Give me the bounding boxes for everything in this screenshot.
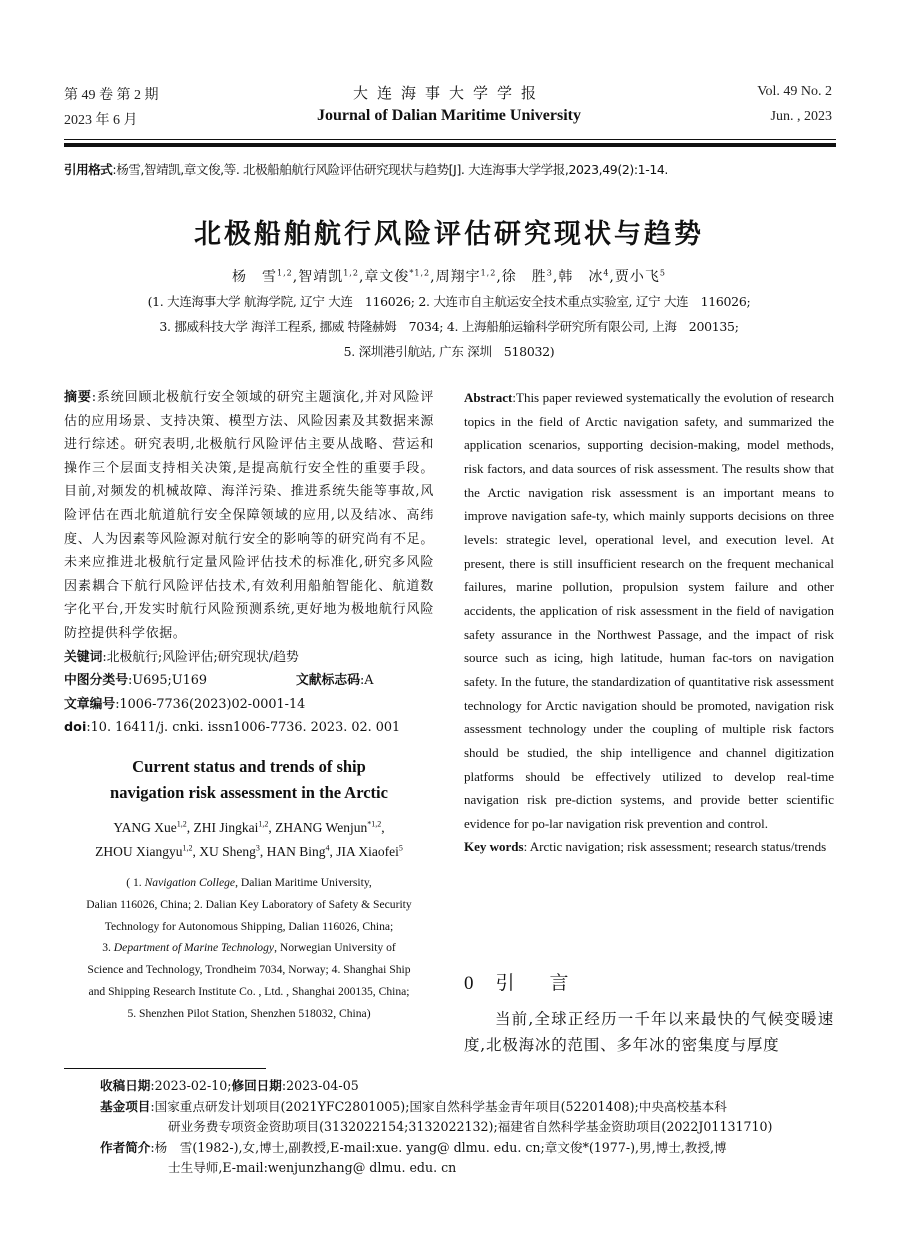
affiliation-en-line-7: 5. Shenzhen Pilot Station, Shenzhen 518032, China): [127, 1006, 371, 1020]
author-affiliation-sup: *1,2: [367, 819, 382, 829]
keywords-en: [464, 835, 834, 859]
section-number: 0: [464, 973, 474, 994]
revised-date: :2023-04-05: [281, 1078, 359, 1093]
paper-title-en: [64, 754, 434, 806]
citation-line: [64, 160, 668, 178]
author-affiliation-sup: 3: [546, 268, 553, 278]
abstract-en: [464, 386, 834, 835]
affiliation-cn-line-3: 5. 深圳港引航站, 广东 深圳 518032): [343, 344, 555, 359]
article-number-value: :1006-7736(2023)02-0001-14: [115, 696, 306, 712]
author-affiliation-sup: *1,2: [409, 268, 431, 278]
keywords-cn: [64, 646, 434, 670]
citation-text: :杨雪,智靖凯,章文俊,等. 北极船舶航行风险评估研究现状与趋势[J]. 大连海事大学学报,2023,49(2):1-14.: [112, 162, 668, 177]
bio-label: 作者简介: [100, 1139, 151, 1155]
author-line-en: ZHOU Xiangyu$^{1,2}$, XU Sheng$^3$, HAN Bing$^4$, JIA Xiaofei$^5$: [95, 843, 403, 859]
author-affiliation-sup: 4: [603, 268, 610, 278]
author-affiliation-sup: 5: [659, 268, 666, 278]
journal-name-cn: 大连海事大学学报: [352, 84, 545, 102]
footnotes: [100, 1076, 838, 1179]
doc-code-value: :A: [359, 673, 374, 689]
footnote-rule: [64, 1068, 266, 1069]
section-heading-intro: [464, 968, 834, 995]
revised-label: 修回日期: [231, 1078, 282, 1093]
author-affiliation-sup: 1,2: [182, 843, 193, 853]
affiliation-cn-line-2: 3. 挪威科技大学 海洋工程系, 挪威 特隆赫姆 7034; 4. 上海船舶运输科学研究所有限公司, 上海 200135;: [159, 319, 739, 334]
doi-label: doi: [64, 720, 87, 736]
abstract-cn-label: 摘要: [64, 390, 92, 405]
author-name: 智靖凯: [298, 269, 344, 285]
abstract-en-label: Abstract: [464, 390, 513, 405]
keywords-en-text: : Arctic navigation; risk assessment; research status/trends: [523, 839, 827, 855]
author-name: 贾小飞: [614, 269, 660, 285]
intro-paragraph: 当前,全球正经历一千年以来最快的气候变暖速度,北极海冰的范围、多年冰的密集度与厚度: [464, 1010, 834, 1054]
left-column: [64, 386, 434, 1024]
author-name: 章文俊: [364, 269, 410, 285]
received-label: 收稿日期: [100, 1078, 151, 1093]
received-date: :2023-02-10;: [150, 1078, 232, 1093]
author-affiliation-sup: 4: [325, 843, 330, 853]
bio-text-1: :杨 雪(1982-),女,博士,副教授,E-mail:xue. yang@ dlmu. edu. cn;章文俊*(1977-),男,博士,教授,博: [150, 1139, 727, 1155]
affiliation-en-line-5: Science and Technology, Trondheim 7034, Norway; 4. Shanghai Ship: [87, 963, 411, 977]
author-affiliation-sup: 1,2: [277, 268, 293, 278]
author-list-en: [64, 816, 434, 864]
keywords-cn-text: :北极航行;风险评估;研究现状/趋势: [102, 649, 299, 665]
author-name: JIA Xiaofei: [336, 843, 399, 859]
doi: [64, 716, 434, 740]
author-name: 韩 冰: [558, 269, 604, 285]
article-number: [64, 693, 434, 717]
bio-text-2: 士生导师,E-mail:wenjunzhang@ dlmu. edu. cn: [168, 1160, 457, 1175]
affiliations-en: [64, 872, 434, 1025]
fund-text-2: 研业务费专项资金资助项目(3132022154;3132022132);福建省自然科学基金资助项目(2022J01131710): [168, 1119, 773, 1134]
abstract-cn-text: :系统回顾北极航行安全领域的研究主题演化,并对风险评估的应用场景、支持决策、模型方法、风险因素及其数据来源进行综述。研究表明,北极航行风险评估主要从战略、营运和操作三个层面支持相关决策,是提高航行安全性的重要手段。目前,对频发的机械故障、海洋污染、推进系统失能等事故,风险评估在西北航道航行安全保障领域的应用,以及结冰、高纬度、人为因素等风险源对航行安全的影响等的研究尚有不足。未来应推进北极航行定量风险评估技术的标准化,研究多风险因素耦合下航行风险评估技术,有效利用船舶智能化、航道数字化平台,开发实时航行风险预测系统,更好地为极地航行风险防控提供科学依据。: [64, 390, 434, 641]
section-title: 引 言: [495, 973, 577, 994]
paper-title-en-line-1: Current status and trends of ship: [132, 756, 366, 776]
journal-name-en: Journal of Dalian Maritime University: [317, 107, 581, 124]
clc-value: :U695;U169: [127, 673, 208, 689]
classification-row: [64, 669, 434, 693]
author-affiliation-sup: 1,2: [480, 268, 497, 278]
doi-value[interactable]: :10. 16411/j. cnki. issn1006-7736. 2023. 02. 001: [86, 720, 401, 736]
author-name: ZHI Jingkai: [193, 819, 259, 835]
metadata-cn: [64, 646, 434, 740]
abstract-en-text: :This paper reviewed systematically the evolution of research topics in the field of Arctic navigation safety, and summarized the application scenarios, supporting decision-making, model methods, risk factors, and data sources of risk assessment. The results show that the Arctic navigation risk assessment is an important means to improve navigation safe-ty, which mainly supports decisions on three levels: strategic level, operational level, and execution level. At present, there is still insufficient research on the frequent mechanical failures, marine pollution, propulsion system failure and other accidents, the application of risk assessment in the field of navigation safety assurance in the Northwest Passage, and the impact of risk source such as icing, high latitude, human fac-tors on navigation safety. In the future, the standardization of quantitative risk assessment technology for Arctic navigation should be promoted, navigation risk assessment technology under the coupling of multiple risk factors should be studied, the ship intelligence and channel digitization platforms should be effectively utilized to develop real-time navigation risk pre-diction systems, and provide better scientific evidence for po-lar navigation risk prevention and control.: [464, 390, 834, 831]
date-cn: 2023 年 6 月: [64, 113, 138, 128]
author-affiliation-sup: 1,2: [176, 819, 187, 829]
clc-label: 中图分类号: [64, 673, 128, 689]
citation-label: 引用格式: [64, 162, 113, 177]
footnote-bio: [100, 1138, 838, 1159]
footnote-dates: [100, 1076, 838, 1097]
author-name: ZHANG Wenjun: [275, 819, 368, 835]
author-name: ZHOU Xiangyu: [95, 843, 183, 859]
affiliation-en-line-6: and Shipping Research Institute Co. , Ltd. , Shanghai 200135, China;: [88, 984, 410, 998]
doc-code-label: 文献标志码: [296, 673, 360, 689]
paper-title-cn: 北极船舶航行风险评估研究现状与趋势: [194, 219, 704, 250]
author-name: HAN Bing: [266, 843, 326, 859]
header-rule-thin: [64, 139, 836, 140]
author-name: YANG Xue: [113, 819, 177, 835]
right-column: [464, 386, 834, 859]
fund-text-1: :国家重点研发计划项目(2021YFC2801005);国家自然科学基金青年项目(52201408);中央高校基本科: [150, 1098, 727, 1114]
fund-label: 基金项目: [100, 1098, 151, 1114]
author-affiliation-sup: 1,2: [343, 268, 359, 278]
header-rule-thick: [64, 143, 836, 147]
author-name: 徐 胜: [501, 269, 547, 285]
affiliation-en-line-4: 3. Department of Marine Technology, Norwegian University of: [102, 941, 396, 955]
volume-issue-en: Vol. 49 No. 2: [757, 84, 832, 99]
author-name: 杨 雪: [232, 269, 278, 285]
affiliation-en-line-3: Technology for Autonomous Shipping, Dalian 116026, China;: [104, 919, 394, 933]
keywords-cn-label: 关键词: [64, 649, 103, 665]
author-list-cn: 杨 雪$^{1,2}$,智靖凯$^{1,2}$,章文俊$^{*1,2}$,周翔宇$^{1,2}$,徐 胜$^3$,韩 冰$^4$,贾小飞$^5$: [232, 268, 666, 285]
keywords-en-label: Key words: [464, 839, 524, 855]
author-affiliation-sup: 5: [398, 843, 403, 853]
affiliation-cn-line-1: (1. 大连海事大学 航海学院, 辽宁 大连 116026; 2. 大连市自主航运安全技术重点实验室, 辽宁 大连 116026;: [147, 294, 751, 309]
author-line-en: YANG Xue$^{1,2}$, ZHI Jingkai$^{1,2}$, ZHANG Wenjun$^{*1,2}$,: [113, 819, 385, 835]
affiliation-en-line-2: Dalian 116026, China; 2. Dalian Key Laboratory of Safety & Security: [86, 897, 412, 911]
footnote-fund: [100, 1097, 838, 1118]
paper-title-en-line-2: navigation risk assessment in the Arctic: [110, 782, 388, 802]
author-name: XU Sheng: [199, 843, 256, 859]
article-number-label: 文章编号: [64, 696, 116, 712]
author-name: 周翔宇: [435, 269, 481, 285]
abstract-cn: [64, 386, 434, 646]
author-affiliation-sup: 1,2: [258, 819, 269, 829]
volume-issue-cn: 第 49 卷 第 2 期: [64, 88, 159, 103]
date-en: Jun. , 2023: [770, 109, 832, 124]
author-affiliation-sup: 3: [255, 843, 260, 853]
affiliation-en-line-1: ( 1. Navigation College, Dalian Maritime University,: [126, 875, 372, 889]
